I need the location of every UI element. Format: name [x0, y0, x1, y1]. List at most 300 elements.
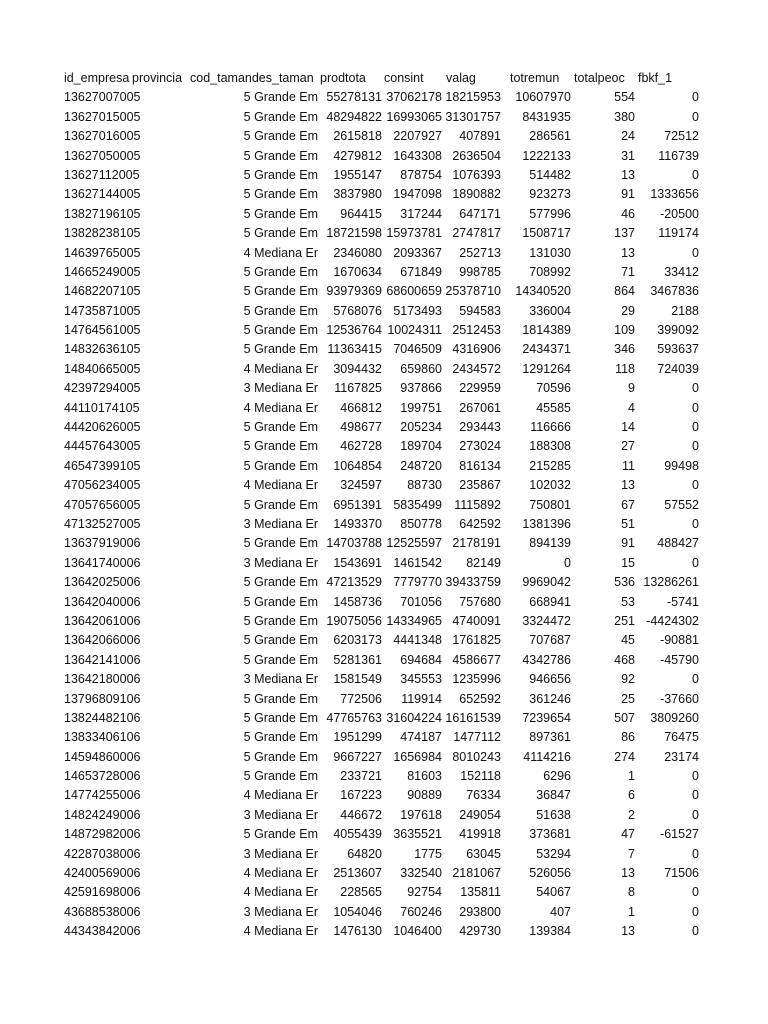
cell-totalpeoc[interactable]: 380	[614, 109, 635, 124]
cell-fbkf-1[interactable]: 119174	[658, 226, 699, 241]
cell-prodtota[interactable]: 1476130	[333, 924, 382, 939]
cell-id-empresa[interactable]: 13642066006	[64, 633, 141, 648]
cell-fbkf-1[interactable]: 72512	[664, 129, 699, 144]
cell-totremun[interactable]: 1814389	[522, 323, 571, 338]
cell-totremun[interactable]: 407	[550, 904, 571, 919]
cell-totalpeoc[interactable]: 13	[621, 478, 635, 493]
header-valag[interactable]: valag	[446, 71, 476, 85]
cell-totalpeoc[interactable]: 109	[614, 323, 635, 338]
cell-cod-tamano[interactable]	[190, 418, 318, 437]
cell-cod-tamano[interactable]	[190, 379, 318, 398]
cell-totremun[interactable]: 577996	[529, 206, 571, 221]
cell-totremun[interactable]: 6296	[543, 769, 571, 784]
cell-id-empresa[interactable]: 13642180006	[64, 672, 141, 687]
cell-fbkf-1[interactable]: 0	[692, 885, 699, 900]
cell-valag[interactable]: 63045	[466, 846, 501, 861]
cell-totalpeoc[interactable]: 51	[621, 516, 635, 531]
header-totremun[interactable]: totremun	[510, 71, 560, 85]
cell-fbkf-1[interactable]: 0	[692, 846, 699, 861]
cell-valag[interactable]: 273024	[459, 439, 501, 454]
cell-consint[interactable]: 16993065	[386, 109, 442, 124]
cell-consint[interactable]: 4441348	[393, 633, 442, 648]
cell-cod-tamano[interactable]	[190, 651, 318, 670]
cell-fbkf-1[interactable]: 71506	[664, 866, 699, 881]
cell-cod-tamano[interactable]	[190, 321, 318, 340]
cell-valag[interactable]: 249054	[459, 807, 501, 822]
cell-id-empresa[interactable]: 46547399105	[64, 458, 141, 473]
cell-fbkf-1[interactable]: 13286261	[643, 575, 699, 590]
cell-totremun[interactable]: 36847	[536, 788, 571, 803]
cell-id-empresa[interactable]: 14639765005	[64, 245, 141, 260]
cell-cod-tamano[interactable]	[190, 496, 318, 515]
cell-totalpeoc[interactable]: 31	[621, 148, 635, 163]
cell-fbkf-1[interactable]: 0	[692, 904, 699, 919]
cell-cod-tamano[interactable]	[190, 786, 318, 805]
cell-prodtota[interactable]: 1493370	[333, 516, 382, 531]
cell-id-empresa[interactable]: 42287038006	[64, 846, 141, 861]
cell-cod-tamano[interactable]	[190, 631, 318, 650]
cell-id-empresa[interactable]: 13642040006	[64, 594, 141, 609]
cell-cod-tamano[interactable]	[190, 340, 318, 359]
cell-valag[interactable]: 2512453	[452, 323, 501, 338]
cell-totalpeoc[interactable]: 25	[621, 691, 635, 706]
cell-totremun[interactable]: 102032	[529, 478, 571, 493]
cell-totremun[interactable]: 1508717	[522, 226, 571, 241]
cell-consint[interactable]: 31604224	[386, 710, 442, 725]
header-fbkf-1[interactable]: fbkf_1	[638, 71, 673, 85]
cell-consint[interactable]: 5835499	[393, 497, 442, 512]
cell-id-empresa[interactable]: 42400569006	[64, 866, 141, 881]
cell-cod-tamano[interactable]	[190, 612, 318, 631]
cell-fbkf-1[interactable]: 0	[692, 672, 699, 687]
cell-consint[interactable]: 1643308	[393, 148, 442, 163]
cell-prodtota[interactable]: 772506	[340, 691, 382, 706]
cell-totalpeoc[interactable]: 9	[628, 381, 635, 396]
cell-cod-tamano[interactable]	[190, 263, 318, 282]
cell-valag[interactable]: 4316906	[452, 342, 501, 357]
cell-consint[interactable]: 2093367	[393, 245, 442, 260]
cell-id-empresa[interactable]: 13827196105	[64, 206, 141, 221]
cell-consint[interactable]: 345553	[400, 672, 442, 687]
cell-totremun[interactable]: 286561	[529, 129, 571, 144]
cell-fbkf-1[interactable]: 0	[692, 555, 699, 570]
cell-totalpeoc[interactable]: 71	[621, 264, 635, 279]
cell-valag[interactable]: 252713	[459, 245, 501, 260]
cell-fbkf-1[interactable]: 0	[692, 769, 699, 784]
cell-prodtota[interactable]: 1054046	[333, 904, 382, 919]
cell-prodtota[interactable]: 5281361	[333, 652, 382, 667]
cell-totremun[interactable]: 4114216	[523, 749, 571, 764]
cell-id-empresa[interactable]: 47057656005	[64, 497, 141, 512]
cell-prodtota[interactable]: 2615818	[333, 129, 382, 144]
cell-totalpeoc[interactable]: 24	[621, 129, 635, 144]
cell-totalpeoc[interactable]: 13	[621, 924, 635, 939]
cell-prodtota[interactable]: 446672	[340, 807, 382, 822]
cell-valag[interactable]: 293443	[459, 420, 501, 435]
cell-consint[interactable]: 671849	[400, 264, 442, 279]
cell-valag[interactable]: 419918	[459, 827, 501, 842]
cell-cod-tamano[interactable]	[190, 282, 318, 301]
cell-fbkf-1[interactable]: 23174	[664, 749, 699, 764]
cell-totalpeoc[interactable]: 47	[621, 827, 635, 842]
cell-cod-tamano[interactable]	[190, 767, 318, 786]
cell-fbkf-1[interactable]: 0	[692, 478, 699, 493]
cell-fbkf-1[interactable]: -90881	[660, 633, 699, 648]
cell-valag[interactable]: 1761825	[452, 633, 501, 648]
cell-id-empresa[interactable]: 13642025006	[64, 575, 141, 590]
cell-fbkf-1[interactable]: -4424302	[646, 613, 699, 628]
cell-consint[interactable]: 7046509	[393, 342, 442, 357]
cell-id-empresa[interactable]: 13627007005	[64, 90, 141, 105]
cell-prodtota[interactable]: 47213529	[326, 575, 382, 590]
cell-valag[interactable]: 2434572	[452, 361, 501, 376]
cell-fbkf-1[interactable]: 724039	[657, 361, 699, 376]
cell-totremun[interactable]: 4342786	[522, 652, 571, 667]
cell-prodtota[interactable]: 18721598	[326, 226, 382, 241]
cell-prodtota[interactable]: 1167825	[334, 381, 382, 396]
cell-cod-tamano[interactable]	[190, 573, 318, 592]
cell-consint[interactable]: 937866	[400, 381, 442, 396]
cell-totalpeoc[interactable]: 46	[621, 206, 635, 221]
cell-totalpeoc[interactable]: 13	[621, 167, 635, 182]
cell-cod-tamano[interactable]	[190, 166, 318, 185]
cell-id-empresa[interactable]: 44420626005	[64, 420, 141, 435]
cell-prodtota[interactable]: 93979369	[326, 284, 382, 299]
cell-totremun[interactable]: 923273	[529, 187, 571, 202]
cell-consint[interactable]: 199751	[400, 400, 442, 415]
cell-cod-tamano[interactable]	[190, 127, 318, 146]
cell-id-empresa[interactable]: 14682207105	[64, 284, 141, 299]
cell-cod-tamano[interactable]	[190, 205, 318, 224]
cell-totremun[interactable]: 708992	[529, 264, 571, 279]
cell-id-empresa[interactable]: 14653728006	[64, 769, 141, 784]
cell-totremun[interactable]: 373681	[529, 827, 571, 842]
cell-id-empresa[interactable]: 13642061006	[64, 613, 141, 628]
cell-consint[interactable]: 878754	[400, 167, 442, 182]
cell-totremun[interactable]: 9969042	[522, 575, 571, 590]
cell-totremun[interactable]: 7239654	[522, 710, 571, 725]
cell-cod-tamano[interactable]	[190, 709, 318, 728]
cell-id-empresa[interactable]: 14824249006	[64, 807, 141, 822]
cell-totalpeoc[interactable]: 86	[621, 730, 635, 745]
cell-prodtota[interactable]: 47765763	[326, 710, 382, 725]
cell-cod-tamano[interactable]	[190, 244, 318, 263]
cell-totremun[interactable]: 70596	[536, 381, 571, 396]
cell-consint[interactable]: 88730	[407, 478, 442, 493]
cell-cod-tamano[interactable]	[190, 864, 318, 883]
cell-valag[interactable]: 2178191	[452, 536, 501, 551]
cell-fbkf-1[interactable]: 0	[692, 788, 699, 803]
cell-valag[interactable]: 2181067	[452, 866, 501, 881]
cell-cod-tamano[interactable]	[190, 224, 318, 243]
cell-totalpeoc[interactable]: 53	[621, 594, 635, 609]
cell-consint[interactable]: 205234	[400, 420, 442, 435]
cell-valag[interactable]: 76334	[466, 788, 501, 803]
cell-cod-tamano[interactable]	[190, 476, 318, 495]
cell-fbkf-1[interactable]: 0	[692, 400, 699, 415]
header-provincia[interactable]: provincia	[132, 71, 183, 85]
cell-valag[interactable]: 1890882	[452, 187, 501, 202]
cell-totremun[interactable]: 894139	[529, 536, 571, 551]
cell-totalpeoc[interactable]: 92	[621, 672, 635, 687]
cell-totalpeoc[interactable]: 346	[614, 342, 635, 357]
cell-fbkf-1[interactable]: 0	[692, 245, 699, 260]
cell-totalpeoc[interactable]: 91	[621, 536, 635, 551]
cell-id-empresa[interactable]: 13627112005	[64, 167, 140, 182]
cell-valag[interactable]: 1115892	[454, 497, 501, 512]
cell-valag[interactable]: 647171	[459, 206, 501, 221]
cell-id-empresa[interactable]: 13828238105	[64, 226, 141, 241]
cell-prodtota[interactable]: 498677	[340, 420, 382, 435]
cell-cod-tamano[interactable]	[190, 922, 318, 941]
cell-prodtota[interactable]: 12536764	[326, 323, 382, 338]
cell-cod-tamano[interactable]	[190, 903, 318, 922]
cell-prodtota[interactable]: 466812	[340, 400, 382, 415]
cell-cod-tamano[interactable]	[190, 845, 318, 864]
cell-id-empresa[interactable]: 47132527005	[64, 516, 141, 531]
header-cod-tamano[interactable]: cod_tamandes_taman	[190, 71, 314, 85]
cell-totremun[interactable]: 131030	[529, 245, 571, 260]
cell-consint[interactable]: 3635521	[393, 827, 442, 842]
cell-totremun[interactable]: 668941	[529, 594, 571, 609]
cell-id-empresa[interactable]: 14764561005	[64, 323, 141, 338]
cell-totalpeoc[interactable]: 11	[622, 458, 635, 473]
cell-fbkf-1[interactable]: 3467836	[650, 284, 699, 299]
cell-valag[interactable]: 429730	[459, 924, 501, 939]
cell-id-empresa[interactable]: 42397294005	[64, 381, 141, 396]
cell-totalpeoc[interactable]: 15	[621, 555, 635, 570]
cell-consint[interactable]: 332540	[400, 866, 442, 881]
cell-fbkf-1[interactable]: -37660	[660, 691, 699, 706]
cell-prodtota[interactable]: 14703788	[326, 536, 382, 551]
cell-cod-tamano[interactable]	[190, 302, 318, 321]
cell-prodtota[interactable]: 6203173	[333, 633, 382, 648]
cell-totalpeoc[interactable]: 274	[614, 749, 635, 764]
cell-totremun[interactable]: 215285	[529, 458, 571, 473]
cell-totalpeoc[interactable]: 554	[614, 90, 635, 105]
header-id-empresa[interactable]: id_empresa	[64, 71, 130, 85]
cell-id-empresa[interactable]: 14774255006	[64, 788, 141, 803]
cell-fbkf-1[interactable]: 33412	[664, 264, 699, 279]
cell-fbkf-1[interactable]: 57552	[664, 497, 699, 512]
cell-prodtota[interactable]: 9667227	[333, 749, 382, 764]
cell-totremun[interactable]: 750801	[529, 497, 571, 512]
cell-id-empresa[interactable]: 44110174105	[64, 400, 140, 415]
cell-fbkf-1[interactable]: 0	[692, 516, 699, 531]
cell-totalpeoc[interactable]: 45	[621, 633, 635, 648]
cell-cod-tamano[interactable]	[190, 185, 318, 204]
cell-totalpeoc[interactable]: 4	[628, 400, 635, 415]
cell-totalpeoc[interactable]: 27	[621, 439, 635, 454]
cell-totremun[interactable]: 45585	[536, 400, 571, 415]
cell-id-empresa[interactable]: 13833406106	[64, 730, 141, 745]
cell-totalpeoc[interactable]: 67	[621, 497, 635, 512]
cell-prodtota[interactable]: 2346080	[333, 245, 382, 260]
cell-totalpeoc[interactable]: 118	[615, 361, 635, 376]
cell-cod-tamano[interactable]	[190, 593, 318, 612]
cell-prodtota[interactable]: 1670634	[333, 264, 382, 279]
cell-totremun[interactable]: 897361	[529, 730, 571, 745]
cell-totalpeoc[interactable]: 1	[628, 769, 635, 784]
cell-id-empresa[interactable]: 13637919006	[64, 536, 141, 551]
cell-prodtota[interactable]: 228565	[340, 885, 382, 900]
cell-valag[interactable]: 652592	[459, 691, 501, 706]
cell-valag[interactable]: 82149	[466, 555, 501, 570]
cell-totalpeoc[interactable]: 6	[628, 788, 635, 803]
cell-cod-tamano[interactable]	[190, 748, 318, 767]
cell-consint[interactable]: 659860	[400, 361, 442, 376]
cell-id-empresa[interactable]: 14832636105	[64, 342, 141, 357]
cell-cod-tamano[interactable]	[190, 437, 318, 456]
cell-id-empresa[interactable]: 14872982006	[64, 827, 141, 842]
cell-consint[interactable]: 317244	[400, 206, 442, 221]
cell-id-empresa[interactable]: 14665249005	[64, 264, 141, 279]
cell-totremun[interactable]: 54067	[536, 885, 571, 900]
cell-fbkf-1[interactable]: 0	[692, 924, 699, 939]
cell-fbkf-1[interactable]: 2188	[671, 303, 699, 318]
cell-totremun[interactable]: 188308	[529, 439, 571, 454]
cell-totalpeoc[interactable]: 91	[621, 187, 635, 202]
cell-fbkf-1[interactable]: 0	[692, 90, 699, 105]
cell-fbkf-1[interactable]: 116739	[658, 148, 699, 163]
cell-prodtota[interactable]: 167223	[340, 788, 382, 803]
cell-consint[interactable]: 189704	[400, 439, 442, 454]
cell-prodtota[interactable]: 462728	[340, 439, 382, 454]
cell-consint[interactable]: 760246	[400, 904, 442, 919]
cell-cod-tamano[interactable]	[190, 534, 318, 553]
cell-totalpeoc[interactable]: 864	[614, 284, 635, 299]
cell-fbkf-1[interactable]: 399092	[657, 323, 699, 338]
cell-id-empresa[interactable]: 43688538006	[64, 904, 141, 919]
cell-fbkf-1[interactable]: 0	[692, 807, 699, 822]
cell-prodtota[interactable]: 64820	[347, 846, 382, 861]
cell-valag[interactable]: 16161539	[445, 710, 501, 725]
header-consint[interactable]: consint	[384, 71, 424, 85]
cell-valag[interactable]: 39433759	[445, 575, 501, 590]
cell-prodtota[interactable]: 19075056	[326, 613, 382, 628]
cell-totremun[interactable]: 1381396	[522, 516, 571, 531]
cell-prodtota[interactable]: 964415	[340, 206, 382, 221]
cell-totalpeoc[interactable]: 14	[621, 420, 635, 435]
cell-consint[interactable]: 197618	[400, 807, 442, 822]
cell-prodtota[interactable]: 5768076	[333, 303, 382, 318]
cell-fbkf-1[interactable]: 0	[692, 167, 699, 182]
cell-totalpeoc[interactable]: 507	[614, 710, 635, 725]
cell-prodtota[interactable]: 4279812	[333, 148, 382, 163]
cell-valag[interactable]: 135811	[460, 885, 501, 900]
cell-totremun[interactable]: 3324472	[522, 613, 571, 628]
cell-totremun[interactable]: 1291264	[522, 361, 571, 376]
cell-totalpeoc[interactable]: 8	[628, 885, 635, 900]
cell-prodtota[interactable]: 1955147	[333, 167, 382, 182]
cell-prodtota[interactable]: 1951299	[333, 730, 382, 745]
cell-cod-tamano[interactable]	[190, 883, 318, 902]
cell-valag[interactable]: 18215953	[445, 90, 501, 105]
cell-totalpeoc[interactable]: 2	[628, 807, 635, 822]
cell-fbkf-1[interactable]: 593637	[657, 342, 699, 357]
cell-totalpeoc[interactable]: 1	[628, 904, 635, 919]
cell-cod-tamano[interactable]	[190, 147, 318, 166]
cell-totremun[interactable]: 53294	[536, 846, 571, 861]
cell-cod-tamano[interactable]	[190, 108, 318, 127]
cell-consint[interactable]: 90889	[407, 788, 442, 803]
cell-prodtota[interactable]: 1581549	[333, 672, 382, 687]
cell-totalpeoc[interactable]: 251	[614, 613, 635, 628]
cell-id-empresa[interactable]: 13627144005	[64, 187, 141, 202]
cell-id-empresa[interactable]: 13642141006	[64, 652, 141, 667]
cell-prodtota[interactable]: 324597	[340, 478, 382, 493]
cell-consint[interactable]: 694684	[400, 652, 442, 667]
cell-valag[interactable]: 1477112	[453, 730, 501, 745]
cell-id-empresa[interactable]: 14735871005	[64, 303, 141, 318]
cell-id-empresa[interactable]: 47056234005	[64, 478, 141, 493]
cell-consint[interactable]: 474187	[400, 730, 442, 745]
cell-fbkf-1[interactable]: -5741	[667, 594, 699, 609]
cell-consint[interactable]: 1461542	[393, 555, 442, 570]
cell-totalpeoc[interactable]: 13	[621, 866, 635, 881]
cell-valag[interactable]: 229959	[459, 381, 501, 396]
cell-fbkf-1[interactable]: 0	[692, 381, 699, 396]
cell-id-empresa[interactable]: 13627015005	[64, 109, 141, 124]
cell-totalpeoc[interactable]: 468	[614, 652, 635, 667]
cell-fbkf-1[interactable]: 99498	[664, 458, 699, 473]
cell-id-empresa[interactable]: 14840665005	[64, 361, 141, 376]
cell-valag[interactable]: 8010243	[452, 749, 501, 764]
cell-prodtota[interactable]: 4055439	[333, 827, 382, 842]
cell-fbkf-1[interactable]: 0	[692, 109, 699, 124]
cell-consint[interactable]: 1775	[414, 846, 442, 861]
cell-cod-tamano[interactable]	[190, 515, 318, 534]
cell-consint[interactable]: 37062178	[386, 90, 442, 105]
cell-consint[interactable]: 1947098	[393, 187, 442, 202]
cell-id-empresa[interactable]: 44343842006	[64, 924, 141, 939]
cell-cod-tamano[interactable]	[190, 399, 318, 418]
cell-cod-tamano[interactable]	[190, 88, 318, 107]
cell-totremun[interactable]: 116666	[530, 420, 571, 435]
cell-prodtota[interactable]: 6951391	[333, 497, 382, 512]
cell-valag[interactable]: 4586677	[452, 652, 501, 667]
cell-totalpeoc[interactable]: 536	[614, 575, 635, 590]
cell-prodtota[interactable]: 3094432	[333, 361, 382, 376]
cell-valag[interactable]: 152118	[460, 769, 501, 784]
cell-totremun[interactable]: 514482	[529, 167, 571, 182]
cell-id-empresa[interactable]: 42591698006	[64, 885, 141, 900]
cell-fbkf-1[interactable]: 3809260	[650, 710, 699, 725]
cell-totremun[interactable]: 8431935	[522, 109, 571, 124]
cell-prodtota[interactable]: 3837980	[333, 187, 382, 202]
cell-cod-tamano[interactable]	[190, 554, 318, 573]
cell-prodtota[interactable]: 1543691	[333, 555, 382, 570]
cell-prodtota[interactable]: 1458736	[333, 594, 382, 609]
cell-consint[interactable]: 68600659	[386, 284, 442, 299]
cell-totremun[interactable]: 1222133	[522, 148, 571, 163]
cell-totremun[interactable]: 526056	[529, 866, 571, 881]
cell-valag[interactable]: 293800	[459, 904, 501, 919]
cell-valag[interactable]: 267061	[459, 400, 501, 415]
cell-totremun[interactable]: 0	[564, 555, 571, 570]
cell-cod-tamano[interactable]	[190, 728, 318, 747]
cell-valag[interactable]: 235867	[459, 478, 501, 493]
cell-prodtota[interactable]: 2513607	[333, 866, 382, 881]
cell-valag[interactable]: 1235996	[452, 672, 501, 687]
cell-valag[interactable]: 642592	[459, 516, 501, 531]
cell-fbkf-1[interactable]: 488427	[657, 536, 699, 551]
cell-id-empresa[interactable]: 13627016005	[64, 129, 141, 144]
cell-consint[interactable]: 5173493	[393, 303, 442, 318]
cell-totremun[interactable]: 14340520	[515, 284, 571, 299]
cell-totremun[interactable]: 51638	[536, 807, 571, 822]
cell-valag[interactable]: 816134	[459, 458, 501, 473]
